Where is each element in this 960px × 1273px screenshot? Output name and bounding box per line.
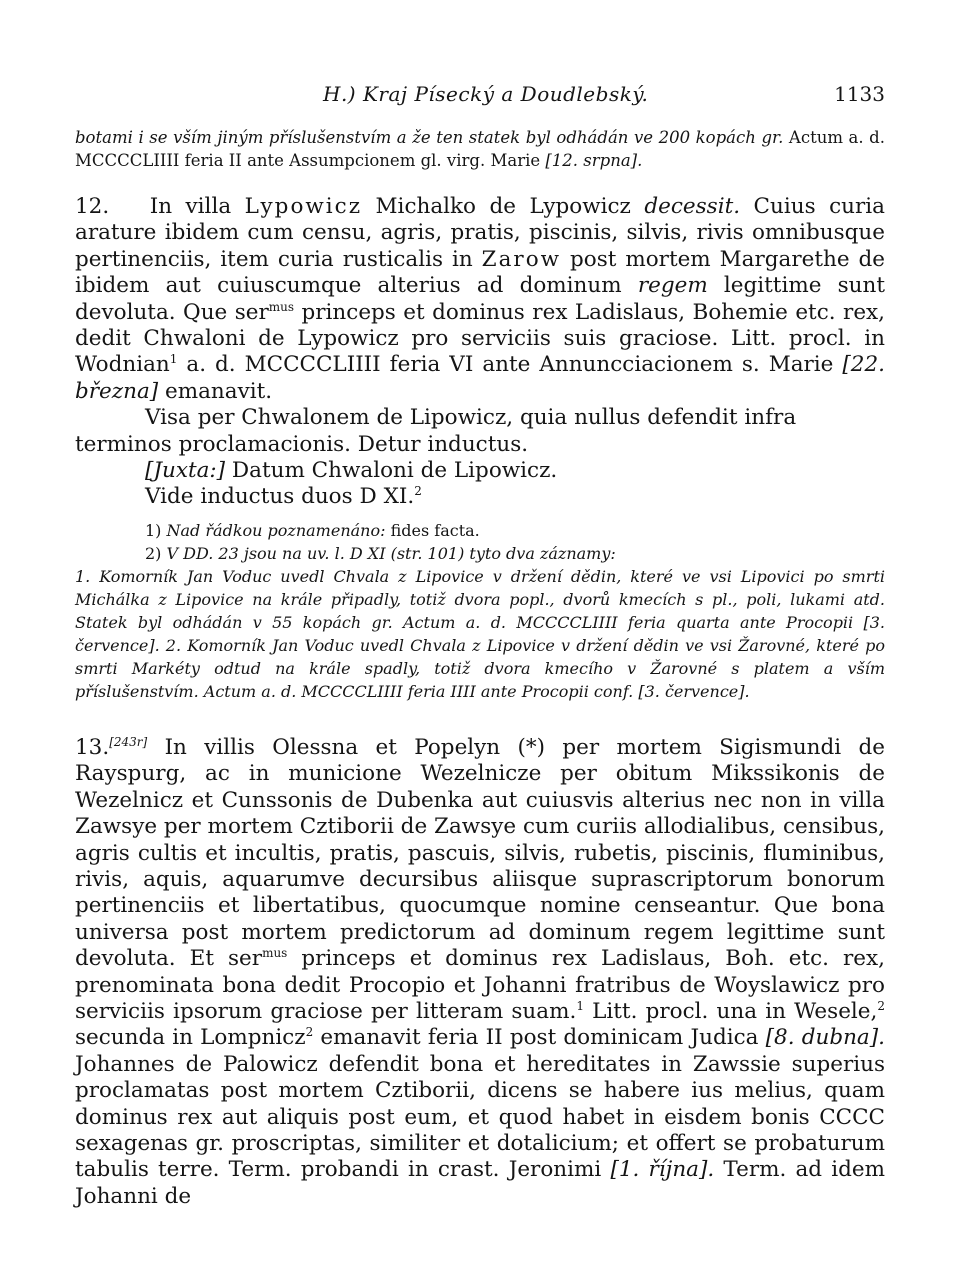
- continued-footnote-text: [75, 126, 885, 172]
- page-header: [75, 82, 885, 112]
- folio-marker: [243r]: [109, 734, 148, 749]
- entry-number: 13.: [75, 734, 110, 760]
- top-date-note: [12. srpna].: [545, 151, 643, 170]
- entry-text: secunda in Lompnicz: [75, 1025, 306, 1051]
- entry-text: legittime sunt devoluta. Que ser: [75, 273, 885, 325]
- footnote-marker: 2: [414, 484, 422, 499]
- entry-12: [75, 194, 885, 405]
- vide-text: Vide inductus duos D XI.: [145, 484, 415, 510]
- entry-text: princeps et dominus rex Ladislaus, Bohemie etc. rex, dedit Chwaloni de Lypowicz pro serviciis suis graciose. Litt. procl. in Wodnian: [75, 299, 885, 378]
- footnote-2: [75, 542, 885, 565]
- footnotes: [75, 519, 885, 703]
- footnote-text: fides facta.: [390, 520, 480, 540]
- footnote-mark: 1): [145, 520, 162, 540]
- entry-italic: regem: [637, 273, 708, 299]
- place-name: Lypowicz: [244, 194, 363, 219]
- entry-text: a. d. MCCCCLIIII feria VI ante Annuncciacionem s. Marie: [186, 352, 834, 378]
- superscript: mus: [268, 299, 295, 314]
- entry-13: [75, 735, 885, 1210]
- entry-text: Litt. procl. una in Wesele,: [592, 998, 878, 1024]
- juxta-line: [145, 458, 885, 484]
- date-note: [1. října].: [610, 1157, 715, 1183]
- entry-text: post mortem Margarethe de ibidem aut cuiuscumque alterius ad dominum: [75, 246, 885, 299]
- entry-text: Term. ad idem Johanni de: [75, 1157, 885, 1209]
- date-note: [8. dubna].: [765, 1025, 885, 1051]
- entry-number: 12.: [75, 194, 110, 219]
- entry-italic: decessit.: [644, 194, 741, 219]
- document-page: [75, 82, 885, 1210]
- entry-text: princeps et dominus rex Ladislaus, Boh. etc. rex, prenominata bona dedit Procopio et Johanni fratribus de Woyslawicz pro serviciis ipsorum graciose per litteram suam.: [75, 946, 885, 1024]
- footnote-italic: Nad řádkou poznamenáno:: [166, 520, 386, 540]
- footnote-marker: 2: [305, 1025, 314, 1040]
- superscript: mus: [262, 945, 288, 960]
- footnote-1: [75, 519, 885, 542]
- entry-text: emanavit.: [165, 378, 273, 404]
- entry-text: Michalko de Lypowicz: [375, 194, 631, 219]
- footnote-marker: 1: [169, 352, 178, 367]
- paragraph-text: Visa per Chwalonem de Lipowicz, quia nullus defendit infra terminos proclamacionis. Detur inductus.: [75, 405, 797, 457]
- footnote-marker: 2: [877, 998, 885, 1013]
- footnote-italic: V DD. 23 jsou na uv. l. D XI (str. 101) tyto dva záznamy:: [166, 543, 616, 563]
- vide-line: [145, 484, 885, 510]
- footnote-mark: 2): [145, 543, 162, 563]
- entry-text: In villa: [149, 194, 232, 219]
- visa-paragraph: [75, 405, 885, 458]
- entry-text: emanavit feria II post dominicam Judica: [320, 1025, 759, 1051]
- entry-text: Johannes de Palowicz defendit bona et hereditates in Zawssie superius proclamatas post mortem Cztiborii, dicens se habere ius melius, quam dominus rex aut aliquis post eum, et quod habet in eisdem bonis CCCC sexagenas gr. proscriptas, similiter et dotalicium; et offert se probaturum tabulis terre. Term. probandi in crast. Jeronimi: [75, 1051, 885, 1183]
- juxta-label: [Juxta:]: [145, 458, 226, 484]
- entry-text: In villis Olessna et Popelyn (*) per mortem Sigismundi de Rayspurg, ac in municione Wezelnicze per obitum Mikssikonis de Wezelnicz et Cunssonis de Dubenka aut cuiusvis alterius nec non in villa Zawsye per mortem Cztiborii de Zawsye cum curiis allodialibus, censibus, agris cultis et incultis, pratis, pascuis, silvis, rubetis, piscinis, fluminibus, rivis, aquis, aquarumve decursibus aliisque suprascriptorum bonorum pertinenciis et libertatibus, quocumque nomine censeantur. Que bona universa post mortem predictorum ad dominum regem legittime sunt devoluta. Et ser: [75, 734, 885, 972]
- place-name: Zarow: [481, 246, 562, 272]
- date-note: [22. března]: [75, 352, 885, 404]
- juxta-text: Datum Chwaloni de Lipowicz.: [231, 458, 558, 484]
- footnote-marker: 1: [576, 998, 584, 1013]
- top-italic-text: botami i se vším jiným příslušenstvím a že ten statek byl odhádán ve 200 kopách gr.: [75, 128, 784, 147]
- running-title: H.) Kraj Písecký a Doudlebský.: [323, 82, 649, 106]
- footnote-body: 1. Komorník Jan Voduc uvedl Chvala z Lipovice v držení dědin, které ve vsi Lipovici po smrti Michálka z Lipovice na krále připadly, totiž dvora popl., dvorů kmecích s pl., poli, lukami atd. Statek byl odhádán v 55 kopách gr. Actum a. d. MCCCCLIIII feria quarta ante Procopii [3. července]. 2. Komorník Jan Voduc uvedl Chvala z Lipovice v držení dědin ve vsi Žarovné, které po smrti Markéty odtud na krále spadly, totiž dvora kmecího v Žarovné s platem a vším příslušenstvím. Actum a. d. MCCCCLIIII feria IIII ante Procopii conf. [3. července].: [75, 566, 885, 701]
- entry-text: Cuius curia arature ibidem cum censu, agris, pratis, piscinis, silvis, rivis omnibusque pertinenciis, item curia rusticalis in: [75, 194, 885, 272]
- top-regular-text: Actum a. d. MCCCCLIIII feria II ante Assumpcionem gl. virg. Marie: [75, 128, 885, 170]
- page-number: 1133: [834, 82, 885, 106]
